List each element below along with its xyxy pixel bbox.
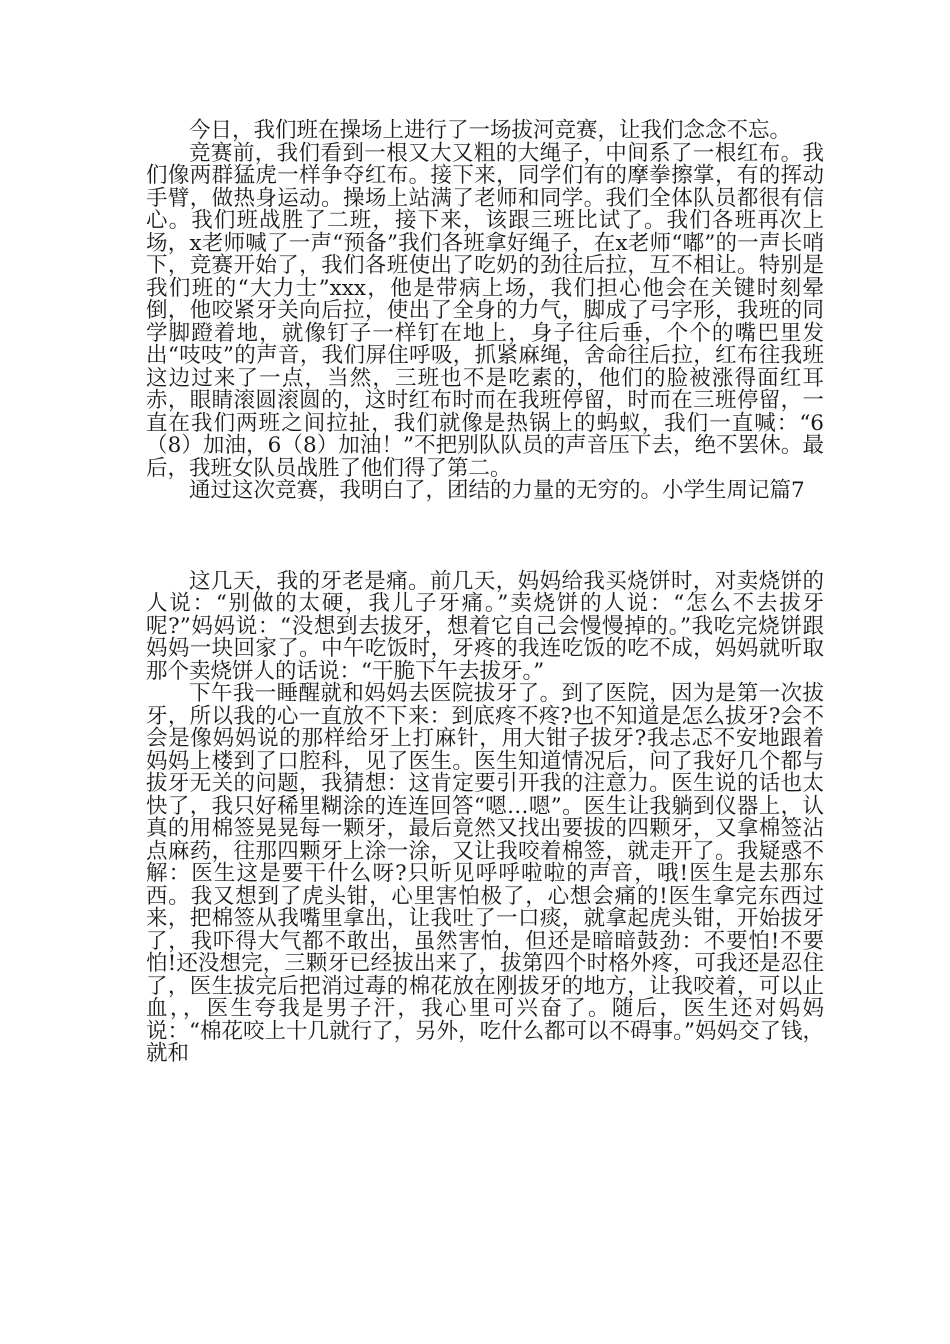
essay-tug-of-war <box>146 120 824 503</box>
document-page <box>146 120 824 1066</box>
paragraph: 下午我一睡醒就和妈妈去医院拔牙了。到了医院，因为是第一次拔牙，所以我的心一直放不下来：到底疼不疼?也不知道是怎么拔牙?会不会是像妈妈说的那样给牙上打麻针，用大钳子拔牙?我忐忑不安地跟着妈妈上楼到了口腔科，见了医生。医生知道情况后，问了我好几个都与拔牙无关的问题，我猜想：这肯定要引开我的注意力。医生说的话也太快了，我只好稀里糊涂的连连回答“嗯…嗯”。医生让我躺到仪器上，认真的用棉签晃晃每一颗牙，最后竟然又找出要拔的四颗牙，又拿棉签沾点麻药，往那四颗牙上涂一涂，又让我咬着棉签，就走开了。我疑惑不解：医生这是要干什么呀?只听见呼呼啦啦的声音，哦!医生是去那东西。我又想到了虎头钳，心里害怕极了，心想会痛的!医生拿完东西过来，把棉签从我嘴里拿出，让我吐了一口痰，就拿起虎头钳，开始拔牙了，我吓得大气都不敢出，虽然害怕，但还是暗暗鼓劲：不要怕!不要怕!还没想完，三颗牙已经拔出来了，拔第四个时格外疼，可我还是忍住了，医生拔完后把消过毒的棉花放在刚拔牙的地方，让我咬着，可以止血，，医生夸我是男子汗，我心里可兴奋了。随后，医生还对妈妈说：“棉花咬上十几就行了，另外，吃什么都可以不碍事。”妈妈交了钱，就和 <box>146 681 824 1066</box>
paragraph: 这几天，我的牙老是痛。前几天，妈妈给我买烧饼时，对卖烧饼的人说：“别做的太硬，我儿子牙痛。”卖烧饼的人说：“怎么不去拔牙呢?”妈妈说：“没想到去拔牙，想着它自己会慢慢掉的。”我吃完烧饼跟妈妈一块回家了。中午吃饭时，牙疼的我连吃饭的吃不成，妈妈就听取那个卖烧饼人的话说：“干脆下午去拔牙。” <box>146 568 824 684</box>
paragraph: 通过这次竞赛，我明白了，团结的力量的无穷的。小学生周记篇7 <box>189 478 805 503</box>
essay-tooth-extraction <box>146 568 824 1066</box>
paragraph: 竞赛前，我们看到一根又大又粗的大绳子，中间系了一根红布。我们像两群猛虎一样争夺红布。接下来，同学们有的摩拳擦掌，有的挥动手臂，做热身运动。操场上站满了老师和同学。我们全体队员都很有信心。我们班战胜了二班，接下来，该跟三班比试了。我们各班再次上场，x老师喊了一声“预备”我们各班拿好绳子，在x老师“嘟”的一声长哨下，竞赛开始了，我们各班使出了吃奶的劲往后拉，互不相让。特别是我们班的“大力士”xxx，他是带病上场，我们担心他会在关键时刻晕倒，他咬紧牙关向后拉，使出了全身的力气，脚成了弓字形，我班的同学脚蹬着地，就像钉子一样钉在地上，身子往后垂，个个的嘴巴里发出“吱吱”的声音，我们屏住呼吸，抓紧麻绳，舍命往后拉，红布往我班这边过来了一点，当然，三班也不是吃素的，他们的脸被涨得面红耳赤，眼睛滚圆滚圆的，这时红布时而在我班停留，时而在三班停留，一直在我们两班之间拉扯，我们就像是热锅上的蚂蚁，我们一直喊：“6（8）加油，6（8）加油！”不把别队队员的声音压下去，绝不罢休。最后，我班女队员战胜了他们得了第二。 <box>146 140 824 481</box>
section-gap <box>146 503 824 571</box>
paragraph: 今日，我们班在操场上进行了一场拔河竞赛，让我们念念不忘。 <box>189 118 792 143</box>
